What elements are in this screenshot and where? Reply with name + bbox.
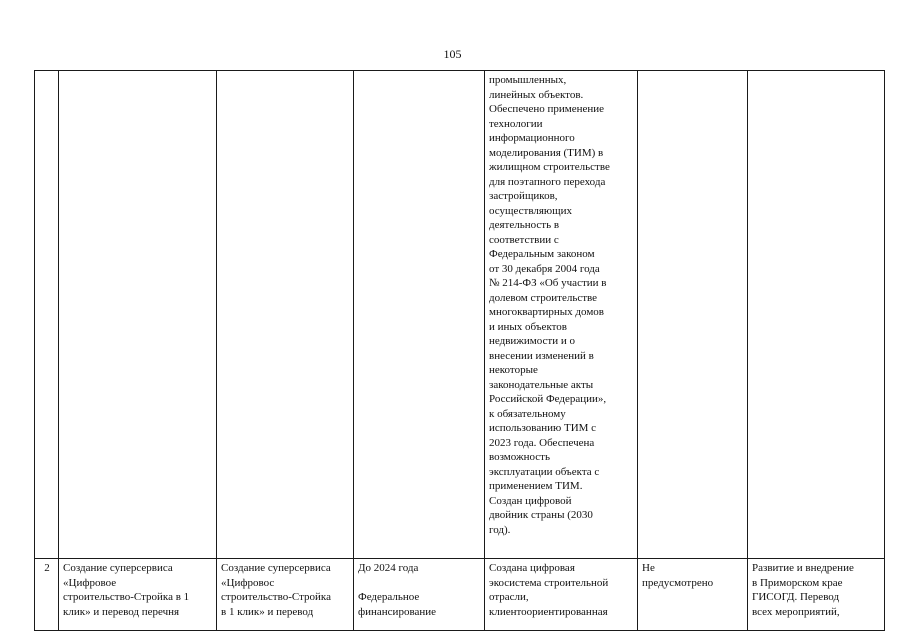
cell-regional (748, 559, 885, 631)
text-line: экосистема строительной (489, 576, 609, 589)
text-line: промышленных, (489, 74, 567, 86)
text-line: ГИСОГД. Перевод (752, 591, 840, 603)
text-line: отрасли, (489, 591, 529, 603)
text-line: от 30 декабря 2004 года (489, 262, 600, 275)
table-row-continuation (35, 71, 885, 559)
text-line: финансирование (358, 605, 437, 618)
text-line: Создание суперсервиса (63, 562, 173, 574)
text-line: Не (642, 562, 655, 574)
text-line: осуществляющих (489, 204, 572, 217)
cell-results-continued (485, 71, 638, 559)
text-line: некоторые (489, 364, 538, 376)
text-line: законодательные акты (489, 378, 594, 391)
cell-col4-empty (354, 71, 485, 559)
text-line: к обязательному (489, 407, 566, 420)
cell-col3-empty (217, 71, 354, 559)
text-line: застройщиков, (489, 190, 558, 202)
text-line: технологии (489, 117, 543, 130)
text-line: Создание суперсервиса (221, 562, 331, 574)
text-line: Развитие и внедрение (752, 562, 854, 574)
text-line: эксплуатации объекта с (489, 465, 600, 478)
cell-task (217, 559, 354, 631)
cell-provision (638, 559, 748, 631)
text-line: Создана цифровая (489, 562, 575, 574)
text-line: предусмотрено (642, 576, 714, 589)
text-line: использованию ТИМ с (489, 422, 597, 434)
cell-number-empty (35, 71, 59, 559)
cell-deadline-funding (354, 559, 485, 631)
text-line: «Цифровос (221, 576, 275, 589)
text-line: в 1 клик» и перевод (221, 605, 314, 618)
text-line: информационного (489, 132, 575, 144)
text-line: долевом строительстве (489, 291, 598, 304)
row-number: 2 (35, 559, 59, 631)
text-line: всех мероприятий, (752, 605, 840, 618)
cell-col7-empty (748, 71, 885, 559)
table-row-2 (35, 559, 885, 631)
text-line: моделирования (ТИМ) в (489, 146, 604, 159)
text-line: Федеральное (358, 591, 420, 603)
text-line: Обеспечено применение (489, 103, 605, 115)
text-line: год). (489, 523, 511, 536)
cell-col6-empty (638, 71, 748, 559)
text-line: и иных объектов (489, 320, 567, 333)
text-line: «Цифровое (63, 576, 117, 589)
deadline-text: До 2024 года (358, 562, 419, 574)
document-table (34, 70, 885, 631)
text-line: линейных объектов. (489, 88, 584, 101)
text-line: Создан цифровой (489, 494, 572, 507)
text-line: соответствии с (489, 233, 559, 246)
text-line: недвижимости и о (489, 335, 575, 347)
text-line: в Приморском крае (752, 576, 843, 589)
text-line: жилищном строительстве (489, 161, 610, 173)
text-line: внесении изменений в (489, 349, 594, 362)
text-line: для поэтапного перехода (489, 175, 606, 188)
funding-text (358, 590, 481, 619)
text-line: возможность (489, 451, 550, 463)
text-line: строительство-Стройка (221, 591, 331, 603)
line-gap (358, 576, 481, 591)
text-line: многоквартирных домов (489, 306, 604, 318)
text-line: Федеральным законом (489, 248, 595, 260)
text-line: клиентоориентированная (489, 605, 608, 618)
text-line: № 214-ФЗ «Об участии в (489, 277, 607, 289)
cell-measure (59, 559, 217, 631)
text-line: клик» и перевод перечня (63, 605, 180, 618)
text-line: 2023 года. Обеспечена (489, 436, 595, 449)
cell-result (485, 559, 638, 631)
text-line: двойник страны (2030 (489, 509, 593, 521)
page-number: 105 (443, 47, 462, 61)
text-line: строительство-Стройка в 1 (63, 591, 190, 603)
text-line: применением ТИМ. (489, 480, 583, 492)
text-line: Российской Федерации», (489, 393, 607, 405)
text-line: деятельность в (489, 219, 560, 231)
cell-col2-empty (59, 71, 217, 559)
